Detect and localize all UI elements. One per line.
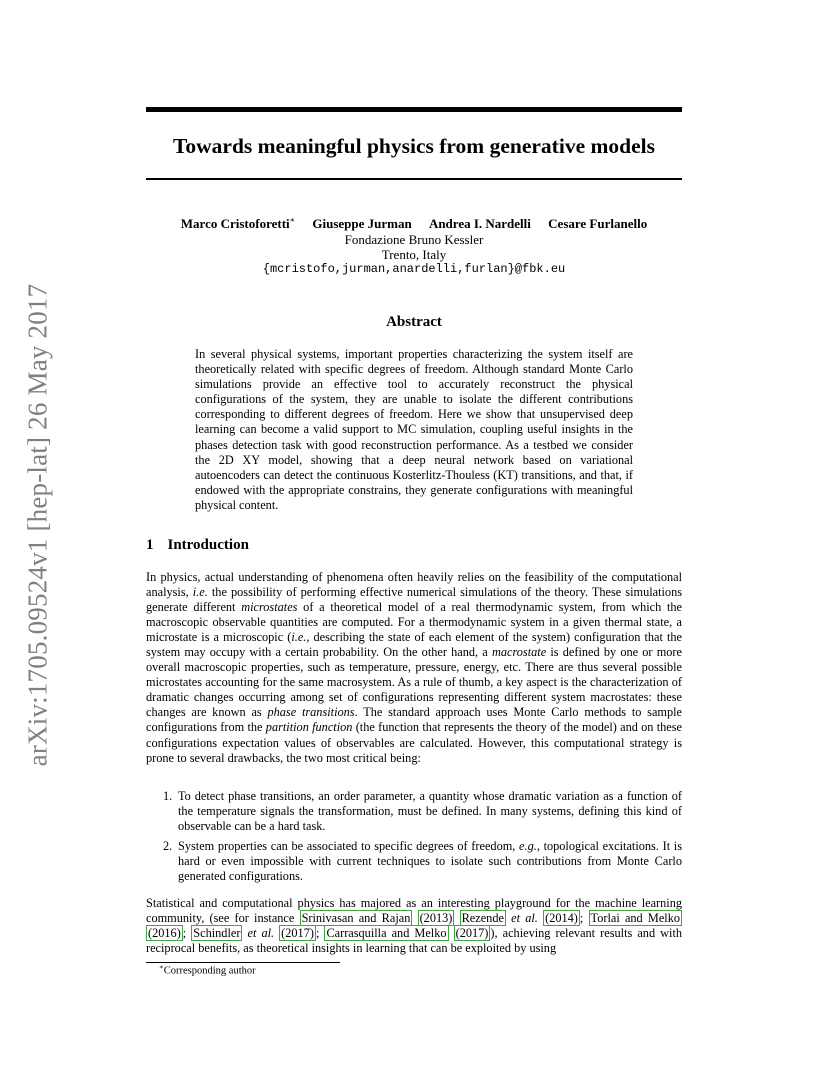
list-item-number: 1. xyxy=(163,789,173,803)
section-heading xyxy=(146,537,249,554)
section-title: Introduction xyxy=(167,537,249,553)
citation-link[interactable]: (2017) xyxy=(281,926,314,941)
author: Marco Cristoforetti∗ xyxy=(180,216,296,232)
citation-link[interactable]: (2016) xyxy=(148,926,181,941)
author: Giuseppe Jurman xyxy=(312,216,412,232)
author-emails: {mcristofo,jurman,anardelli,furlan}@fbk.eu xyxy=(262,262,566,276)
citation-link[interactable]: Torlai and Melko xyxy=(590,911,681,926)
section-number: 1 xyxy=(146,537,154,553)
affiliation-institution: Fondazione Bruno Kessler xyxy=(344,232,484,247)
author: Andrea I. Nardelli xyxy=(428,216,531,232)
author-list xyxy=(0,216,828,232)
list-item-number: 2. xyxy=(163,839,173,853)
arxiv-stamp: arXiv:1705.09524v1 [hep-lat] 26 May 2017 xyxy=(22,283,53,767)
paper-title: Towards meaningful physics from generative models xyxy=(173,134,655,158)
list-item: 1. To detect phase transitions, an order parameter, a quantity whose dramatic variation as a function of the temperature signals the transformation, must be defined. In many systems, defining this kind of observable can be a hard task. xyxy=(163,789,682,834)
affiliation-location: Trento, Italy xyxy=(381,247,447,262)
citation-link[interactable]: (2013) xyxy=(419,911,453,926)
author: Cesare Furlanello xyxy=(548,216,648,232)
title-bottom-rule xyxy=(146,178,682,180)
citation-link[interactable]: Srinivasan and Rajan xyxy=(301,911,411,926)
title-top-rule xyxy=(146,107,682,112)
citation-link[interactable]: Carrasquilla and Melko xyxy=(326,926,447,941)
citation-link[interactable]: (2014) xyxy=(545,911,578,926)
abstract-heading: Abstract xyxy=(386,314,442,330)
list-item: 2. System properties can be associated to specific degrees of freedom, e.g., topological excitations. It is hard or even impossible with current techniques to isolate such contributions from Monte Carlo generated configurations. xyxy=(163,839,682,884)
intro-paragraph-2: Statistical and computational physics has majored as an interesting playground for the machine learning community, (see for instance Srinivasan and Rajan (2013) Rezende et al. (2014) ; Torlai and Melko (2016) ; Schindler et al. (2017) ; Carrasquilla and Melko (2017) ), achieving relevant results and with reciprocal benefits, as theoretical insights in learning that can be exploited by using xyxy=(146,896,683,956)
citation-link[interactable]: Schindler xyxy=(193,926,241,941)
citation-link[interactable]: (2017) xyxy=(455,926,489,941)
abstract-body: In several physical systems, important properties characterizing the system itself are theoretically related with specific degrees of freedom. Although standard Monte Carlo simulations provide an effective tool to accurately reconstruct the physical configurations of the system, they are unable to isolate the different contributions corresponding to different degrees of freedom. Here we show that unsupervised deep learning can become a valid support to MC simulation, coupling useful insights in the phases detection task with good reconstruction performance. As a testbed we consider the 2D XY model, showing that a deep neural network based on variational autoencoders can detect the continuous Kosterlitz-Thouless (KT) transitions, and that, if endowed with the appropriate constrains, they generate configurations with meaningful physical content. xyxy=(195,347,633,512)
footnote: ∗Corresponding author xyxy=(159,963,256,977)
citation-link[interactable]: Rezende xyxy=(461,911,504,926)
intro-paragraph-1: In physics, actual understanding of phenomena often heavily relies on the feasibility of the computational analysis, i.e. the possibility of performing effective numerical simulations of the theory. These simulations generate different microstates of a theoretical model of a real thermodynamic system, from which the macroscopic observable quantities are computed. For a thermodynamic system in a given thermal state, a microstate is a microscopic (i.e., describing the state of each element of the system) configuration that the system may occupy with a certain probability. On the other hand, a macrostate is defined by one or more overall macroscopic properties, such as temperature, pressure, energy, etc. There are thus several possible microstates accounting for the same macrosystem. As a rule of thumb, a key aspect is the characterization of dramatic changes occurring among set of configurations representing different system macrostates: these changes are known as phase transitions. The standard approach uses Monte Carlo methods to sample configurations from the partition function (the function that represents the theory of the model) and on these configurations expectation values of observables are calculated. However, this computational strategy is prone to several drawbacks, the two most critical being: xyxy=(146,570,683,765)
